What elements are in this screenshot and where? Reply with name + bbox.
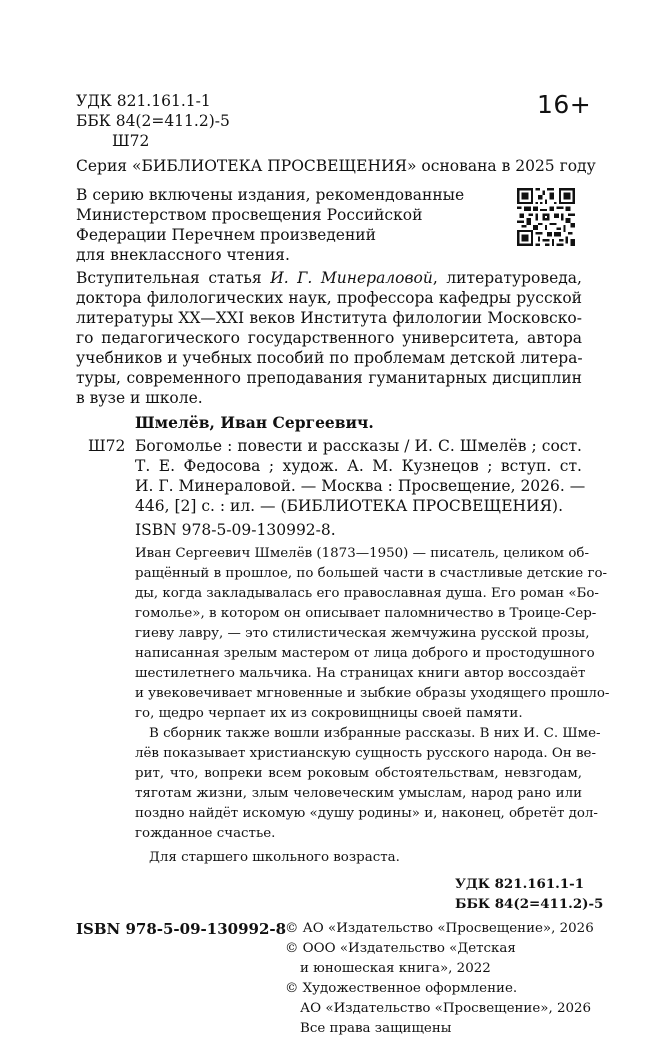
- footer-udk: УДК 821.161.1-1: [455, 876, 585, 892]
- copyright-line: АО «Издательство «Просвещение», 2026: [300, 1001, 592, 1016]
- bbk-code: ББК 84(2=411.2)-5: [76, 112, 230, 130]
- catalog-line: И. Г. Минераловой. — Москва : Просвещение, 2026. —: [135, 477, 586, 495]
- annotation-line: гиеву лавру, — это стилистическая жемчужина русской прозы,: [135, 626, 590, 641]
- recommendation-line: Министерством просвещения Российской: [76, 206, 423, 224]
- annotation-line: ращённый в прошлое, по большей части в счастливые детские го-: [135, 566, 608, 581]
- intro-line: [76, 268, 582, 288]
- copyright-line: и юношеская книга», 2022: [300, 961, 491, 976]
- author-mark: Ш72: [112, 132, 150, 150]
- intro-line: учебников и учебных пособий по проблемам детской литера-: [76, 349, 583, 367]
- annotation-line: В сборник также вошли избранные рассказы. В них И. С. Шме-: [149, 726, 601, 741]
- copyright-line: © АО «Издательство «Просвещение», 2026: [285, 921, 594, 936]
- annotation-line: рит, что, вопреки всем роковым обстоятельствам, невзгодам,: [135, 766, 582, 781]
- annotation-line: лёв показывает христианскую сущность русского народа. Он ве-: [135, 746, 597, 761]
- annotation-line: гожданное счастье.: [135, 826, 276, 841]
- catalog-line: 446, [2] с. : ил. — (БИБЛИОТЕКА ПРОСВЕЩЕНИЯ).: [135, 497, 564, 515]
- intro-author-name: И. Г. Минераловой: [270, 269, 433, 287]
- annotation-line: ды, когда закладывалась его православная душа. Его роман «Бо-: [135, 586, 599, 601]
- series-note: Серия «БИБЛИОТЕКА ПРОСВЕЩЕНИЯ» основана в 2025 году: [76, 157, 596, 175]
- catalog-isbn: ISBN 978-5-09-130992-8.: [135, 521, 336, 539]
- annotation-line: шестилетнего мальчика. На страницах книги автор воссоздаёт: [135, 666, 586, 681]
- annotation-line: гомолье», в котором он описывает паломничество в Троице-Сер-: [135, 606, 597, 621]
- annotation-line: Иван Сергеевич Шмелёв (1873—1950) — писатель, целиком об-: [135, 546, 590, 561]
- intro-line: литературы XX—XXI веков Института филологии Московско-: [76, 309, 582, 327]
- copyright-line: © Художественное оформление.: [285, 981, 518, 996]
- recommendation-line: Федерации Перечнем произведений: [76, 226, 376, 244]
- intro-line: туры, современного преподавания гуманитарных дисциплин: [76, 369, 582, 387]
- intro-prefix: Вступительная статья: [76, 269, 271, 287]
- annotation-line: го, щедро черпает их из сокровищницы своей памяти.: [135, 706, 523, 721]
- copyright-line: Все права защищены: [300, 1021, 452, 1036]
- annotation-line: поздно найдёт искомую «душу родины» и, наконец, обретёт дол-: [135, 806, 598, 821]
- catalog-author: Шмелёв, Иван Сергеевич.: [135, 413, 374, 432]
- catalog-line: Богомолье : повести и рассказы / И. С. Шмелёв ; сост.: [135, 437, 582, 455]
- copyright-line: © ООО «Издательство «Детская: [285, 941, 516, 956]
- audience-note: Для старшего школьного возраста.: [149, 850, 400, 865]
- age-rating: 16+: [537, 90, 592, 119]
- catalog-line: Т. Е. Федосова ; худож. А. М. Кузнецов ; вступ. ст.: [135, 457, 582, 475]
- intro-line: го педагогического государственного университета, автора: [76, 329, 582, 347]
- catalog-code: Ш72: [88, 437, 126, 455]
- annotation-line: тяготам жизни, злым человеческим умыслам, народ рано или: [135, 786, 582, 801]
- intro-suffix: , литературоведа,: [432, 269, 582, 287]
- recommendation-line: для внеклассного чтения.: [76, 246, 290, 264]
- intro-line: доктора филологических наук, профессора кафедры русской: [76, 289, 582, 307]
- bottom-isbn: ISBN 978-5-09-130992-8: [76, 920, 287, 938]
- annotation-line: и увековечивает мгновенные и зыбкие образы уходящего прошло-: [135, 686, 610, 701]
- footer-bbk: ББК 84(2=411.2)-5: [455, 896, 604, 912]
- qr-code-icon: [517, 188, 575, 246]
- recommendation-line: В серию включены издания, рекомендованные: [76, 186, 465, 204]
- annotation-line: написанная зрелым мастером от лица доброго и простодушного: [135, 646, 595, 661]
- udk-code: УДК 821.161.1-1: [76, 92, 211, 110]
- intro-line: в вузе и школе.: [76, 389, 203, 407]
